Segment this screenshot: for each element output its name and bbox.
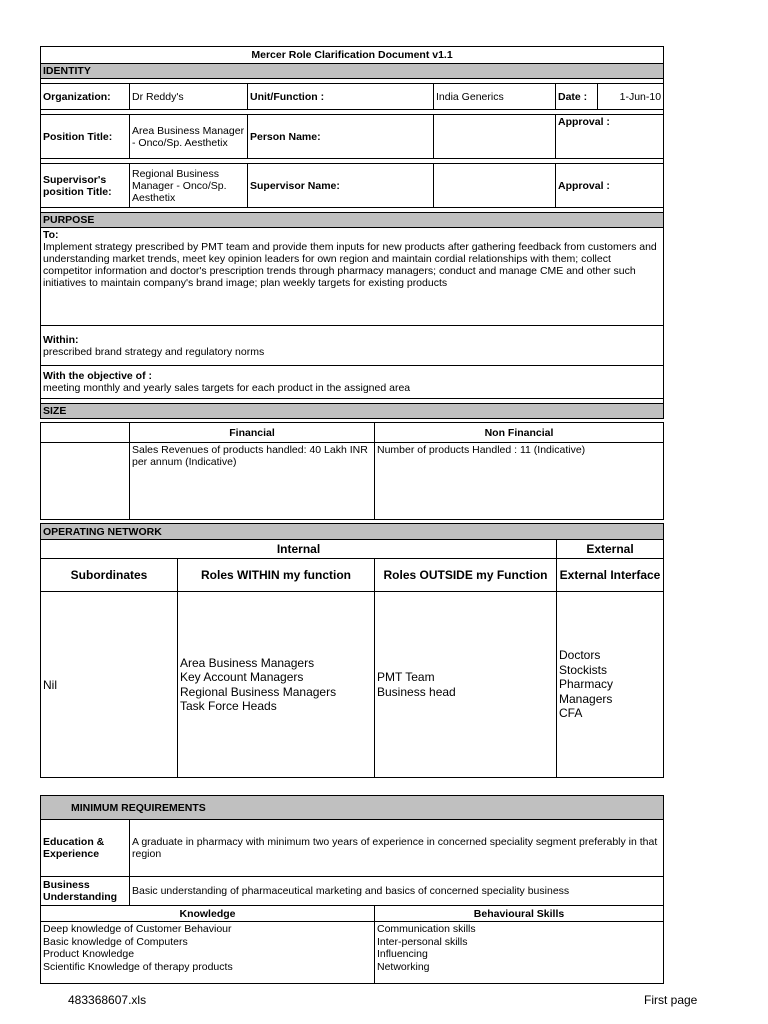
- role-document-table: [40, 46, 664, 419]
- purpose-within-label: Within:: [43, 333, 79, 346]
- footer-page-label: First page: [644, 993, 698, 1007]
- operating-network-header: OPERATING NETWORK: [41, 524, 664, 540]
- roles-outside-list: [375, 592, 557, 778]
- list-item: Communication skills: [377, 923, 476, 935]
- purpose-within-cell: [41, 326, 664, 366]
- list-item: Product Knowledge: [43, 948, 135, 960]
- person-name-value: [434, 115, 556, 159]
- list-item: Task Force Heads: [180, 699, 277, 713]
- identity-header: IDENTITY: [41, 64, 664, 79]
- organization-label: Organization:: [41, 84, 130, 110]
- purpose-to-text: Implement strategy prescribed by PMT team and provide them inputs for new products after gathering feedback from customers and understanding market trends, meet key opinion leaders for own region and maintain cordial relationships with them; collect competitor information and doctor's prescription trends through pharmacy managers; conduct and manage CME and other such initiatives to maintain company's brand image; plan weekly targets for existing products: [43, 241, 657, 289]
- unit-function-label: Unit/Function :: [248, 84, 434, 110]
- business-understanding-text: Basic understanding of pharmaceutical marketing and basics of concerned speciality business: [130, 877, 664, 906]
- roles-outside-label: Roles OUTSIDE my Function: [375, 559, 557, 592]
- supervisor-title-value: Regional Business Manager - Onco/Sp. Aesthetix: [130, 164, 248, 208]
- supervisor-name-label: Supervisor Name:: [248, 164, 434, 208]
- approval-label-2: Approval :: [556, 164, 664, 208]
- person-name-label: Person Name:: [248, 115, 434, 159]
- list-item: Networking: [377, 960, 430, 973]
- requirements-table: [40, 795, 664, 984]
- purpose-objective-label: With the objective of :: [43, 370, 152, 382]
- list-item: Pharmacy: [559, 677, 614, 692]
- organization-value: Dr Reddy's: [130, 84, 248, 110]
- list-item: Doctors: [559, 648, 601, 663]
- knowledge-list: [41, 922, 375, 984]
- list-item: Regional Business Managers: [180, 684, 337, 699]
- non-financial-label: Non Financial: [375, 423, 664, 443]
- list-item: Area Business Managers: [180, 655, 315, 670]
- list-item: Business head: [377, 684, 456, 699]
- position-title-label: Position Title:: [41, 115, 130, 159]
- unit-function-value: India Generics: [434, 84, 556, 110]
- list-item: CFA: [559, 706, 583, 721]
- list-item: Managers: [559, 691, 613, 706]
- date-label: Date :: [556, 84, 598, 110]
- education-label: Education & Experience: [41, 820, 130, 877]
- list-item: Influencing: [377, 948, 428, 960]
- purpose-objective-text: meeting monthly and yearly sales targets for each product in the assigned area: [43, 382, 411, 394]
- supervisor-title-label: Supervisor's position Title:: [41, 164, 130, 208]
- size-header: SIZE: [41, 404, 664, 419]
- list-item: Basic knowledge of Computers: [43, 935, 188, 948]
- subordinates-label: Subordinates: [41, 559, 178, 592]
- financial-value: Sales Revenues of products handled: 40 Lakh INR per annum (Indicative): [130, 443, 375, 520]
- purpose-objective-cell: [41, 366, 664, 399]
- non-financial-value: Number of products Handled : 11 (Indicative): [375, 443, 664, 520]
- business-understanding-label: Business Understanding: [41, 877, 130, 906]
- list-item: PMT Team: [377, 670, 435, 684]
- financial-label: Financial: [130, 423, 375, 443]
- purpose-to-label: To:: [43, 229, 59, 241]
- list-item: Key Account Managers: [180, 670, 304, 684]
- purpose-header: PURPOSE: [41, 213, 664, 228]
- list-item: Inter-personal skills: [377, 935, 468, 948]
- external-interface-label: External Interface: [557, 559, 664, 592]
- knowledge-label: Knowledge: [41, 906, 375, 922]
- supervisor-name-value: [434, 164, 556, 208]
- footer-file-name: 483368607.xls: [68, 993, 147, 1007]
- document-title: Mercer Role Clarification Document v1.1: [41, 47, 664, 64]
- external-interface-list: [557, 592, 664, 778]
- purpose-to-cell: [41, 228, 664, 326]
- behavioural-skills-list: [375, 922, 664, 984]
- list-item: Stockists: [559, 662, 608, 677]
- purpose-within-text: prescribed brand strategy and regulatory norms: [43, 345, 265, 358]
- position-title-value: Area Business Manager - Onco/Sp. Aesthetix: [130, 115, 248, 159]
- list-item: Deep knowledge of Customer Behaviour: [43, 923, 232, 935]
- network-table: [40, 523, 664, 778]
- approval-label: Approval :: [556, 115, 664, 159]
- size-table: [40, 422, 664, 520]
- roles-within-list: [178, 592, 375, 778]
- subordinates-value: Nil: [41, 592, 178, 778]
- date-value: 1-Jun-10: [598, 84, 664, 110]
- education-text: A graduate in pharmacy with minimum two years of experience in concerned speciality segment preferably in that region: [130, 820, 664, 877]
- behavioural-skills-label: Behavioural Skills: [375, 906, 664, 922]
- roles-within-label: Roles WITHIN my function: [178, 559, 375, 592]
- minimum-requirements-header: MINIMUM REQUIREMENTS: [41, 796, 664, 820]
- internal-label: Internal: [41, 540, 557, 559]
- list-item: Scientific Knowledge of therapy products: [43, 960, 233, 973]
- external-label: External: [557, 540, 664, 559]
